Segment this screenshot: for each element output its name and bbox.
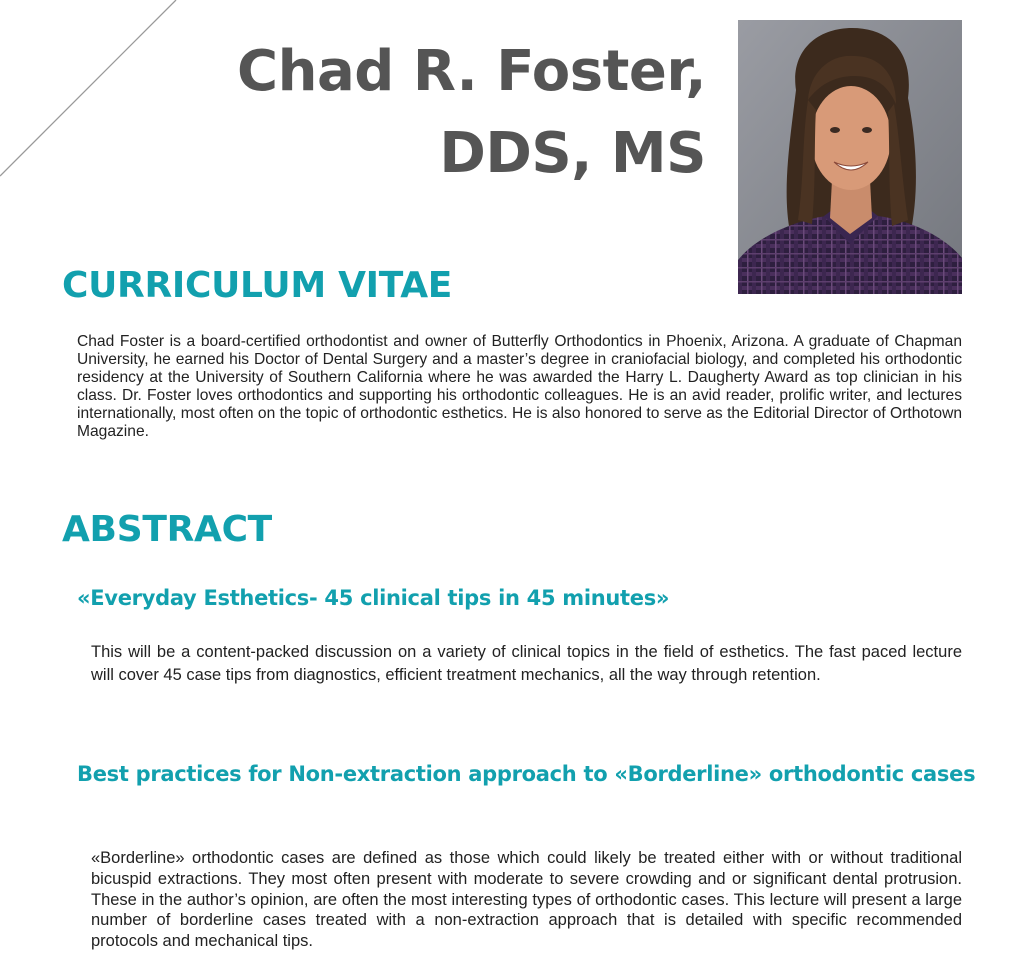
speaker-name-line2: DDS, MS: [439, 121, 706, 186]
decorative-diagonal-line: [0, 0, 200, 190]
cv-heading: CURRICULUM VITAE: [62, 265, 453, 306]
speaker-name-line1: Chad R. Foster,: [237, 39, 706, 104]
talk2-description: «Borderline» orthodontic cases are defined as those which could likely be treated either with or without traditional bicuspid extractions. They most often present with moderate to severe crowding and or significant dental protrusion. These in the author’s opinion, are often the most interesting types of orthodontic cases. This lecture will present a large number of borderline cases treated with a non-extraction approach that is detailed with specific recommended protocols and mechanical tips.: [91, 849, 962, 951]
talk1-description: This will be a content-packed discussion on a variety of clinical topics in the field of esthetics. The fast paced lecture will cover 45 case tips from diagnostics, efficient treatment mechanics, all the way through retention.: [91, 643, 962, 684]
speaker-portrait-photo: [738, 20, 962, 294]
talk1-title: «Everyday Esthetics- 45 clinical tips in 45 minutes»: [77, 586, 670, 610]
abstract-heading: ABSTRACT: [62, 509, 272, 550]
talk2-title: Best practices for Non-extraction approach to «Borderline» orthodontic cases: [77, 762, 976, 786]
bio-paragraph: Chad Foster is a board-certified orthodontist and owner of Butterfly Orthodontics in Phoenix, Arizona. A graduate of Chapman University, he earned his Doctor of Dental Surgery and a master’s degree in craniofacial biology, and completed his orthodontic residency at the University of Southern California where he was awarded the Harry L. Daugherty Award as top clinician in his class. Dr. Foster loves orthodontics and supporting his orthodontic colleagues. He is an avid reader, prolific writer, and lectures internationally, most often on the topic of orthodontic esthetics. He is also honored to serve as the Editorial Director of Orthotown Magazine.: [77, 333, 962, 440]
